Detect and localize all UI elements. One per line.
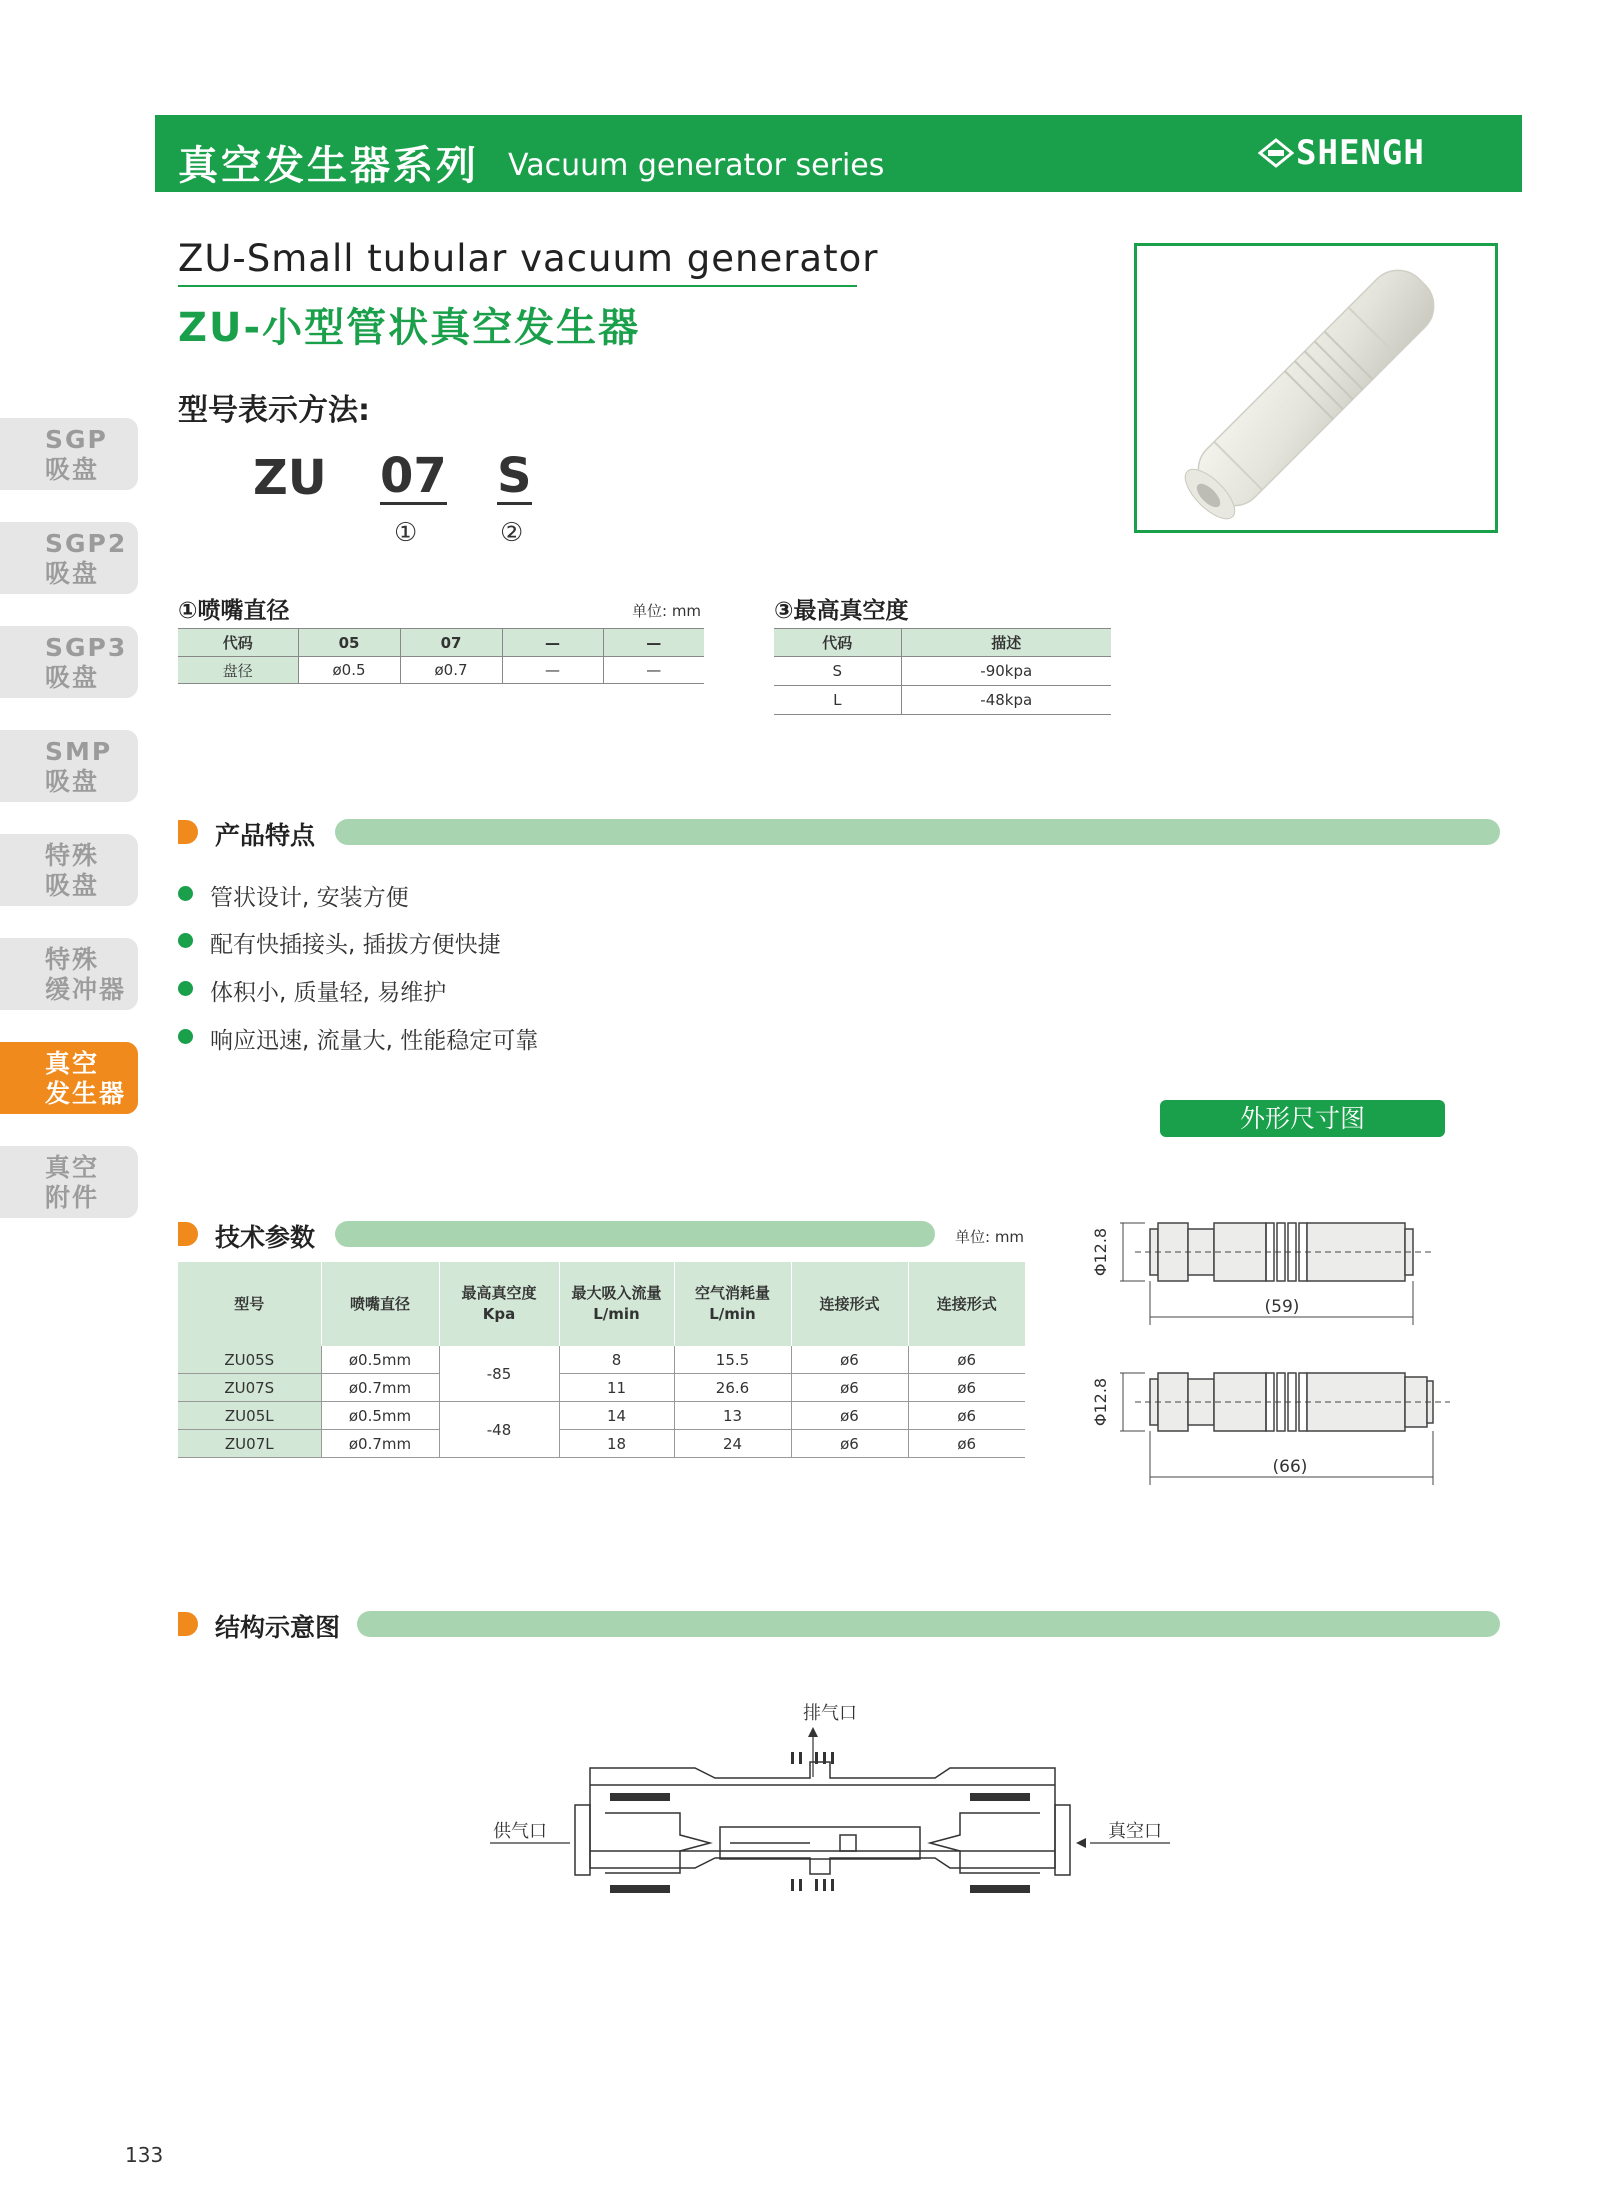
feature-item: 体积小, 质量轻, 易维护 (210, 980, 447, 1006)
feature-item: 响应迅速, 流量大, 性能稳定可靠 (210, 1028, 539, 1054)
side-tab-special-cup[interactable]: 特殊 吸盘 (0, 834, 138, 906)
dim-diameter-label-2: Φ12.8 (1091, 1377, 1110, 1427)
table-row: ZU07L ø0.7mm 18 24 ø6 ø6 (178, 1430, 1025, 1458)
model-marker-1: ① (394, 518, 418, 548)
side-tab-smp[interactable]: SMP 吸盘 (0, 730, 138, 802)
spec-header: 连接形式 (908, 1262, 1025, 1346)
structure-section-marker (178, 1612, 198, 1636)
side-tab-sgp3[interactable]: SGP3 吸盘 (0, 626, 138, 698)
structure-title: 结构示意图 (215, 1613, 341, 1642)
table-row: ZU05L ø0.5mm -48 14 13 ø6 ø6 (178, 1402, 1025, 1430)
product-title-cn: ZU-小型管状真空发生器 (178, 305, 641, 351)
model-code-nozzle: 07 (380, 448, 447, 504)
model-marker-2: ② (500, 518, 524, 548)
spec-header: 空气消耗量 L/min (674, 1262, 791, 1346)
side-tab-sgp[interactable]: SGP 吸盘 (0, 418, 138, 490)
model-code-series: ZU (253, 450, 327, 506)
spec-table (178, 1262, 1025, 1458)
spec-title-bar (335, 1221, 935, 1247)
dim-length-label-2: (66) (1272, 1457, 1308, 1477)
spec-header: 最大吸入流量 L/min (559, 1262, 674, 1346)
side-tab-special-buffer[interactable]: 特殊 缓冲器 (0, 938, 138, 1010)
structure-title-bar (357, 1611, 1500, 1637)
product-title-en: ZU-Small tubular vacuum generator (178, 237, 879, 280)
bullet-icon (178, 981, 193, 996)
spec-header: 最高真空度 Kpa (439, 1262, 559, 1346)
model-code-vacuum: S (497, 448, 532, 504)
product-image-frame (1134, 243, 1498, 533)
feature-item: 管状设计, 安装方便 (210, 885, 409, 911)
nozzle-table-title: ①喷嘴直径 (178, 598, 290, 624)
bullet-icon (178, 933, 193, 948)
bullet-icon (178, 1029, 193, 1044)
spec-unit: 单位: mm (955, 1228, 1025, 1246)
supply-label: 供气口 (493, 1821, 547, 1842)
page-number: 133 (125, 2143, 164, 2167)
title-divider (178, 285, 857, 287)
dim-diameter-label-1: Φ12.8 (1091, 1227, 1110, 1277)
spec-header: 连接形式 (791, 1262, 908, 1346)
dim-length-label-1: (59) (1264, 1297, 1300, 1317)
bullet-icon (178, 886, 193, 901)
brand-logo: SHENGH (1296, 133, 1425, 173)
header-title-en: Vacuum generator series (508, 148, 885, 183)
spec-header: 型号 (178, 1262, 321, 1346)
features-section-marker (178, 820, 198, 844)
exhaust-label: 排气口 (803, 1703, 857, 1724)
spec-section-marker (178, 1222, 198, 1246)
feature-item: 配有快插接头, 插拔方便快捷 (210, 932, 501, 958)
nozzle-table: 代码 05 07 — — 盘径 ø0.5 ø0.7 — — (178, 628, 704, 684)
nozzle-table-unit: 单位: mm (632, 602, 702, 620)
side-tab-vacuum-generator[interactable]: 真空 发生器 (0, 1042, 138, 1114)
spec-title: 技术参数 (215, 1223, 316, 1252)
table-row: ZU07S ø0.7mm 11 26.6 ø6 ø6 (178, 1374, 1025, 1402)
structure-diagram (480, 1695, 1180, 1895)
dimension-drawing-button[interactable]: 外形尺寸图 (1160, 1100, 1445, 1137)
side-tab-sgp2[interactable]: SGP2 吸盘 (0, 522, 138, 594)
features-title: 产品特点 (215, 821, 316, 850)
header-title-cn: 真空发生器系列 (178, 143, 479, 189)
model-label: 型号表示方法: (178, 393, 370, 428)
table-row: ZU05S ø0.5mm -85 8 15.5 ø6 ø6 (178, 1346, 1025, 1374)
dimension-drawing (1090, 1205, 1510, 1505)
product-photo (1137, 246, 1495, 530)
vacuum-table: 代码 描述 S -90kpa L -48kpa (774, 628, 1111, 715)
side-tab-vacuum-accessories[interactable]: 真空 附件 (0, 1146, 138, 1218)
vacuum-table-title: ③最高真空度 (774, 598, 909, 624)
features-title-bar (335, 819, 1500, 845)
logo-diamond-icon (1258, 137, 1294, 169)
spec-header: 喷嘴直径 (321, 1262, 439, 1346)
vacuum-port-label: 真空口 (1108, 1821, 1162, 1842)
